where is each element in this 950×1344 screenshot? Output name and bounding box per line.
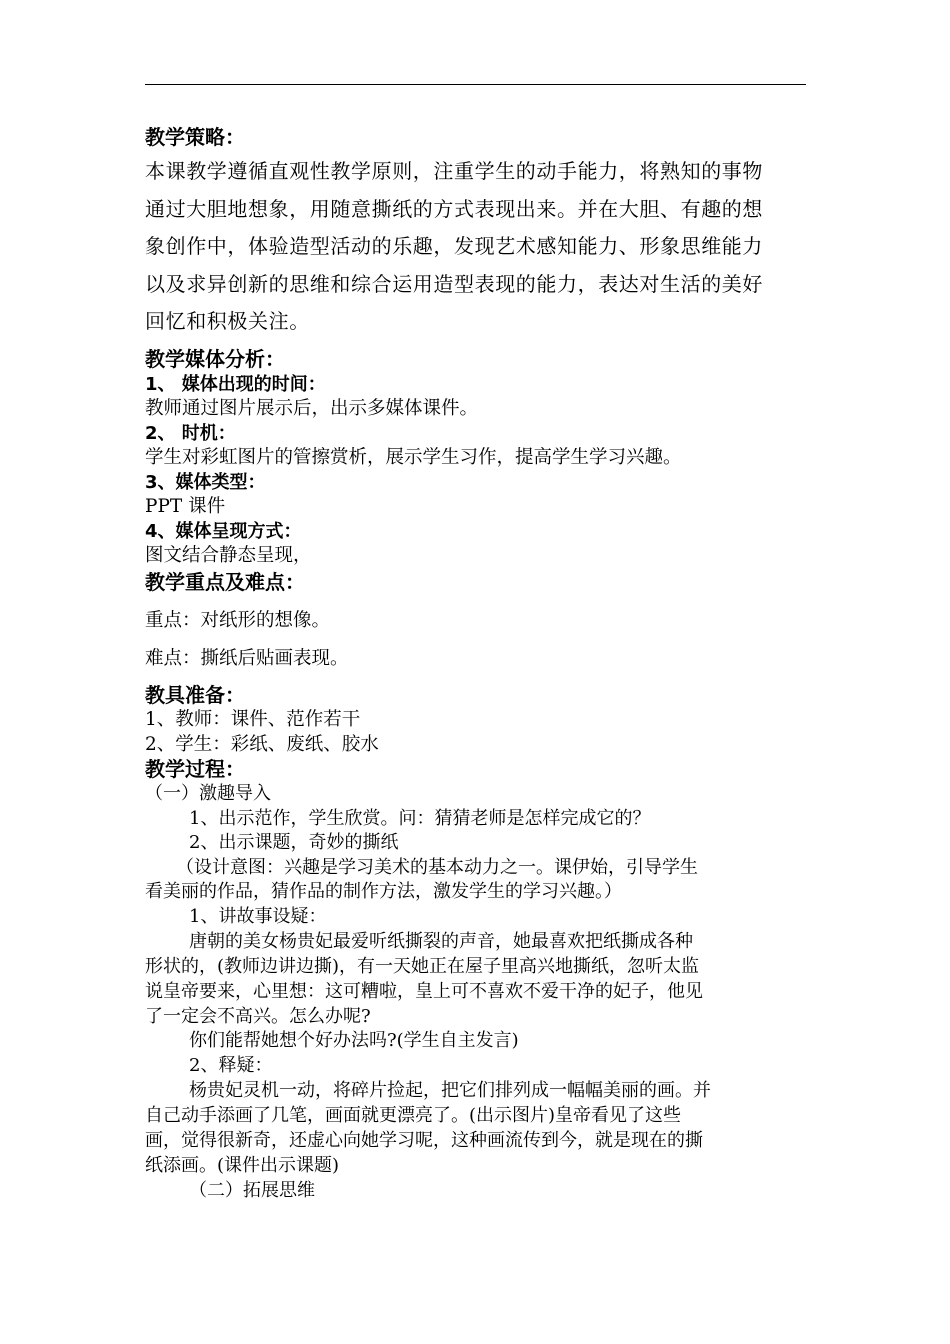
key-points-title: 教学重点及难点： bbox=[145, 570, 305, 594]
explain-line: 纸添画。(课件出示课题) bbox=[145, 1155, 340, 1176]
strategy-line: 本课教学遵循直观性教学原则，注重学生的动手能力，将熟知的事物 bbox=[145, 159, 763, 183]
media-item-label: 1、 媒体出现的时间： bbox=[145, 374, 326, 395]
process-step: 1、出示范作，学生欣赏。问：猜猜老师是怎样完成它的？ bbox=[189, 808, 651, 829]
process-section-2: （二）拓展思维 bbox=[189, 1180, 315, 1201]
explain-title: 2、释疑： bbox=[189, 1055, 273, 1076]
media-item-text: 教师通过图片展示后，出示多媒体课件。 bbox=[145, 398, 479, 419]
story-line: 了一定会不高兴。怎么办呢? bbox=[145, 1006, 371, 1027]
design-intent: （设计意图：兴趣是学习美术的基本动力之一。课伊始，引导学生 bbox=[176, 857, 698, 878]
media-item-label: 2、 时机： bbox=[145, 423, 236, 444]
story-line: 说皇帝要来，心里想：这可糟啦，皇上可不喜欢不爱干净的妃子，他见 bbox=[145, 981, 703, 1002]
explain-line: 画，觉得很新奇，还虚心向她学习呢，这种画流传到今，就是现在的撕 bbox=[145, 1130, 703, 1151]
process-title: 教学过程： bbox=[145, 757, 245, 781]
media-item-label: 4、媒体呈现方式： bbox=[145, 521, 302, 542]
strategy-line: 回忆和积极关注。 bbox=[145, 309, 310, 333]
story-title: 1、讲故事设疑： bbox=[189, 906, 327, 927]
media-title: 教学媒体分析： bbox=[145, 347, 285, 371]
strategy-line: 象创作中，体验造型活动的乐趣，发现艺术感知能力、形象思维能力 bbox=[145, 234, 763, 258]
difficulty-point: 难点：撕纸后贴画表现。 bbox=[145, 648, 349, 669]
explain-line: 杨贵妃灵机一动，将碎片捡起，把它们排列成一幅幅美丽的画。并 bbox=[189, 1080, 711, 1101]
media-item-text: 学生对彩虹图片的管擦赏析，展示学生习作，提高学生学习兴趣。 bbox=[145, 447, 682, 468]
process-step: 2、出示课题，奇妙的撕纸 bbox=[189, 832, 399, 853]
process-section-1: （一）激趣导入 bbox=[145, 783, 271, 804]
strategy-title: 教学策略： bbox=[145, 125, 245, 149]
story-question: 你们能帮她想个好办法吗?(学生自主发言) bbox=[189, 1030, 519, 1051]
tools-student: 2、学生：彩纸、废纸、胶水 bbox=[145, 734, 379, 755]
header-rule bbox=[145, 84, 806, 85]
media-item-text: 图文结合静态呈现， bbox=[145, 545, 312, 566]
story-line: 形状的，(教师边讲边撕)，有一天她正在屋子里高兴地撕纸，忽听太监 bbox=[145, 956, 700, 977]
strategy-line: 以及求异创新的思维和综合运用造型表现的能力，表达对生活的美好 bbox=[145, 272, 763, 296]
story-line: 唐朝的美女杨贵妃最爱听纸撕裂的声音，她最喜欢把纸撕成各种 bbox=[189, 931, 693, 952]
media-item-label: 3、媒体类型： bbox=[145, 472, 266, 493]
design-intent: 看美丽的作品，猜作品的制作方法，激发学生的学习兴趣。） bbox=[145, 881, 622, 902]
explain-line: 自己动手添画了几笔，画面就更漂亮了。(出示图片)皇帝看见了这些 bbox=[145, 1105, 682, 1126]
strategy-line: 通过大胆地想象，用随意撕纸的方式表现出来。并在大胆、有趣的想 bbox=[145, 197, 763, 221]
media-item-text: PPT 课件 bbox=[145, 496, 226, 517]
key-point: 重点：对纸形的想像。 bbox=[145, 610, 331, 631]
tools-title: 教具准备： bbox=[145, 683, 245, 707]
tools-teacher: 1、教师：课件、范作若干 bbox=[145, 709, 361, 730]
